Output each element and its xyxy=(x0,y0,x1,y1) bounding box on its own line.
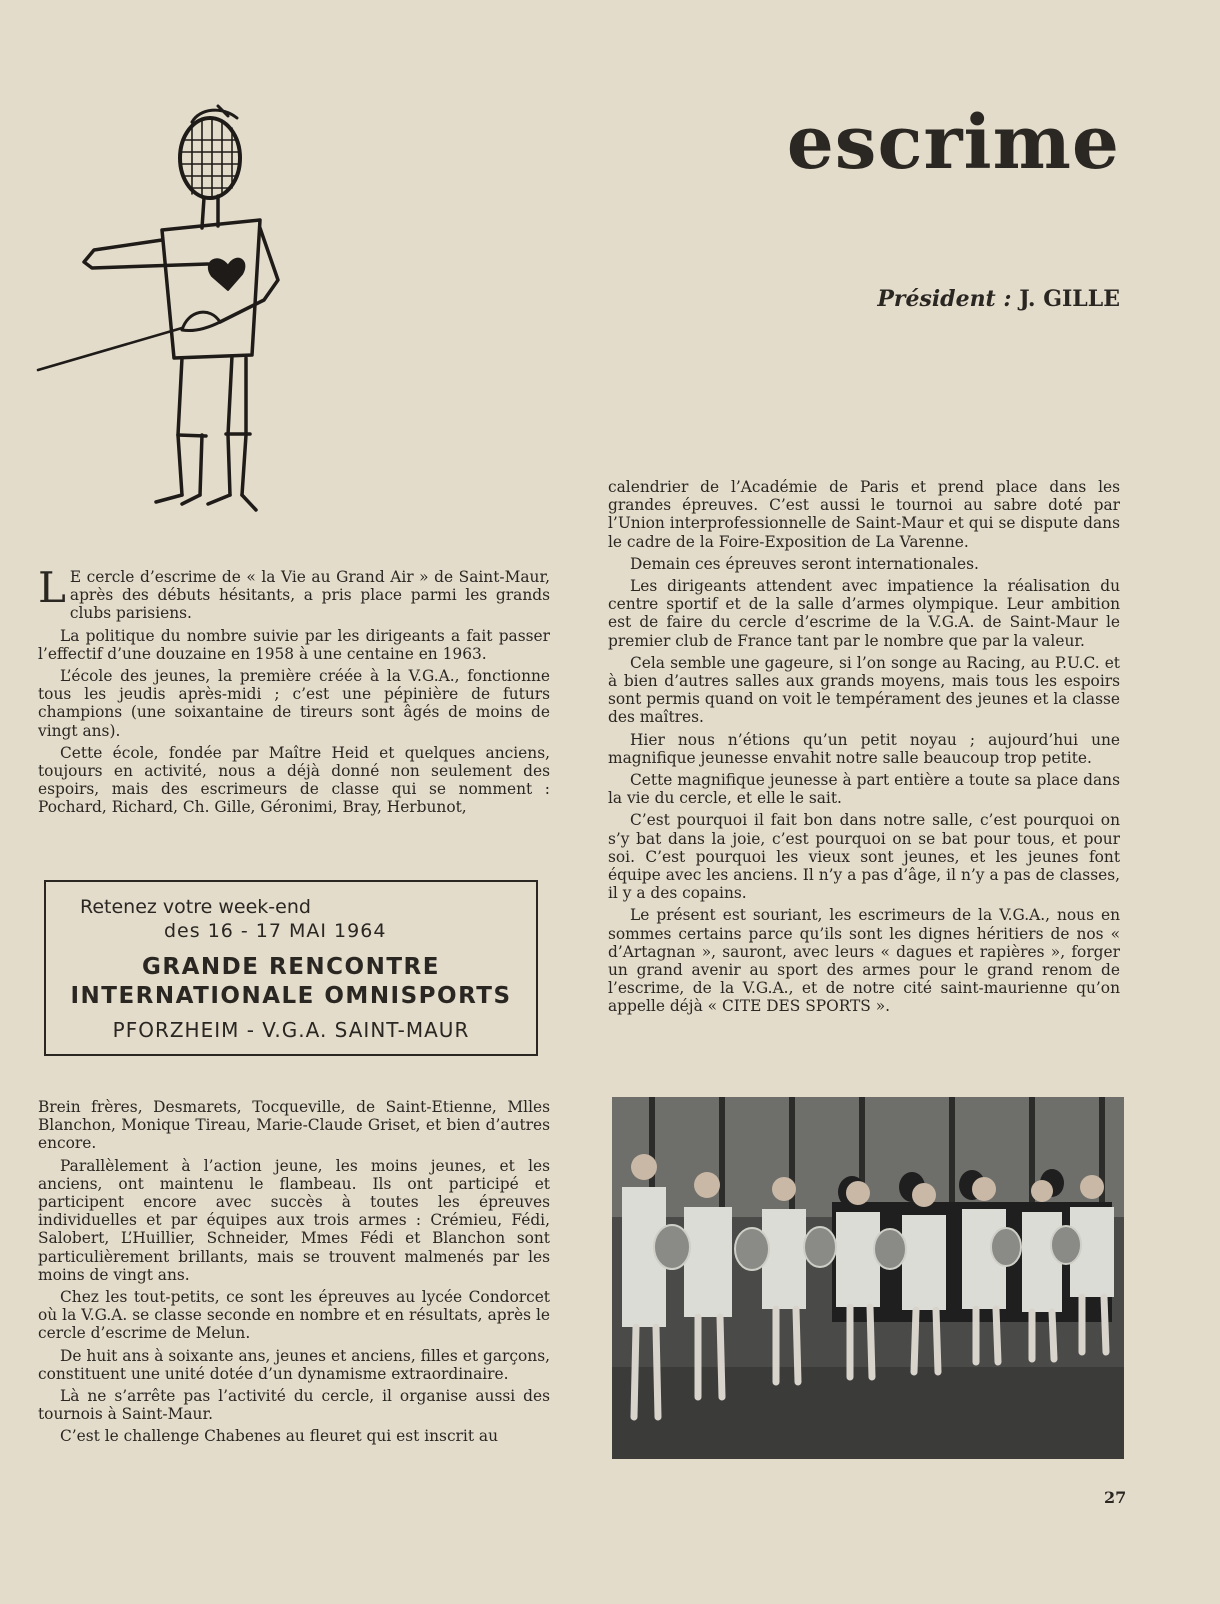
right-column xyxy=(608,478,1120,1020)
paragraph: calendrier de l’Académie de Paris et prend place dans les grandes épreuves. C’est aussi le tournoi au sabre doté par l’Union interprofessionnelle de Saint-Maur et qui se dispute dans le cadre de la Foire-Exposition de La Varenne. xyxy=(608,478,1120,551)
paragraph: Chez les tout-petits, ce sont les épreuves au lycée Condorcet où la V.G.A. se classe seconde en nombre et en résultats, après le cercle d’escrime de Melun. xyxy=(38,1288,550,1343)
page-title: escrime xyxy=(786,100,1120,186)
paragraph: Le présent est souriant, les escrimeurs de la V.G.A., nous en sommes certains parce qu’ils sont les dignes héritiers de nos « d’Artagnan », sauront, avec leurs « dagues et rapières », forger un grand avenir au sport des armes pour le grand renom de l’escrime, de la V.G.A., et de notre cité saint-maurienne qu’on appelle déjà « CITE DES SPORTS ». xyxy=(608,906,1120,1016)
paragraph: Les dirigeants attendent avec impatience la réalisation du centre sportif et de la salle d’armes olympique. Leur ambition est de faire du cercle d’escrime de la V.G.A. de Saint-Maur le premier club de France tant par le nombre que par la valeur. xyxy=(608,577,1120,650)
sword-blade xyxy=(38,328,182,370)
fencer-mask-head xyxy=(180,118,240,198)
paragraph: Là ne s’arrête pas l’activité du cercle, il organise aussi des tournois à Saint-Maur. xyxy=(38,1387,550,1424)
page-number: 27 xyxy=(1104,1488,1127,1507)
paragraph: Brein frères, Desmarets, Tocqueville, de Saint-Etienne, Mlles Blanchon, Monique Tireau, Marie-Claude Griset, et bien d’autres encore. xyxy=(38,1098,550,1153)
fencer-illustration xyxy=(32,100,292,540)
paragraph: L’école des jeunes, la première créée à la V.G.A., fonctionne tous les jeudis après-midi ; c’est une pépinière de futurs champions (une soixantaine de tireurs sont âgés de moins de vingt ans). xyxy=(38,667,550,740)
announcement-venue: PFORZHEIM - V.G.A. SAINT-MAUR xyxy=(112,1018,470,1042)
paragraph: Hier nous n’étions qu’un petit noyau ; aujourd’hui une magnifique jeunesse envahit notre salle beaucoup trop petite. xyxy=(608,730,1120,767)
torso xyxy=(162,220,260,358)
announcement-heading: GRANDE RENCONTRE xyxy=(142,954,440,980)
announcement-heading: INTERNATIONALE OMNISPORTS xyxy=(70,983,512,1009)
president-label: Président : xyxy=(877,286,1012,312)
paragraph: C’est pourquoi il fait bon dans notre salle, c’est pourquoi on s’y bat dans la joie, c’est pourquoi on se bat pour tous, et pour soi. C’est pourquoi les vieux sont jeunes, et les jeunes font équipe avec les anciens. Il n’y a pas d’âge, il n’y a pas de classes, il y a des copains. xyxy=(608,811,1120,903)
sword-guard xyxy=(182,312,220,330)
event-announcement-box xyxy=(44,880,538,1056)
announcement-date: des 16 - 17 MAI 1964 xyxy=(164,920,387,942)
fencers-group-photo xyxy=(612,1097,1124,1459)
shorts-hem xyxy=(178,434,250,436)
paragraph xyxy=(38,563,550,623)
paragraph: Parallèlement à l’action jeune, les moins jeunes, et les anciens, ont maintenu le flambeau. Ils ont participé et participent encore avec succès à toutes les épreuves individuelles et par équipes aux trois armes : Crémieu, Fédi, Salobert, L’Huillier, Schneider, Mmes Fédi et Blanchon sont particulièrement brillants, mais se trouvent malmenés par les moins de vingt ans. xyxy=(38,1156,550,1284)
paragraph-text: E cercle d’escrime de « la Vie au Grand Air » de Saint-Maur, après des débuts hésitants, a pris place parmi les grands clubs parisiens. xyxy=(69,568,550,623)
paragraph: La politique du nombre suivie par les dirigeants a fait passer l’effectif d’une douzaine en 1958 à une centaine en 1963. xyxy=(38,626,550,663)
legs xyxy=(178,356,246,495)
paragraph: Cette magnifique jeunesse à part entière a toute sa place dans la vie du cercle, et elle le sait. xyxy=(608,771,1120,808)
president-line xyxy=(877,286,1120,312)
paragraph: De huit ans à soixante ans, jeunes et anciens, filles et garçons, constituent une unité dotée d’un dynamisme extraordinaire. xyxy=(38,1346,550,1383)
feet xyxy=(156,495,256,510)
paragraph: Demain ces épreuves seront internationales. xyxy=(630,554,979,573)
left-column-bottom xyxy=(38,1098,550,1450)
president-name: J. GILLE xyxy=(1019,286,1120,312)
left-arm xyxy=(84,240,208,268)
paragraph: Cette école, fondée par Maître Heid et quelques anciens, toujours en activité, nous a déjà donné non seulement des espoirs, mais des escrimeurs de classe qui se nomment : Pochard, Richard, Ch. Gille, Géronimi, Bray, Herbunot, xyxy=(38,743,550,817)
announcement-line: Retenez votre week-end xyxy=(80,896,311,918)
paragraph: C’est le challenge Chabenes au fleuret qui est inscrit au xyxy=(60,1427,499,1446)
heart-icon xyxy=(209,259,245,290)
paragraph: Cela semble une gageure, si l’on songe au Racing, au P.U.C. et à bien d’autres salles aux grands moyens, mais tous les espoirs sont permis quand on voit le tempérament des jeunes et la classe des maîtres. xyxy=(608,653,1120,727)
left-column-top xyxy=(38,563,550,821)
drop-cap: L xyxy=(38,563,66,612)
